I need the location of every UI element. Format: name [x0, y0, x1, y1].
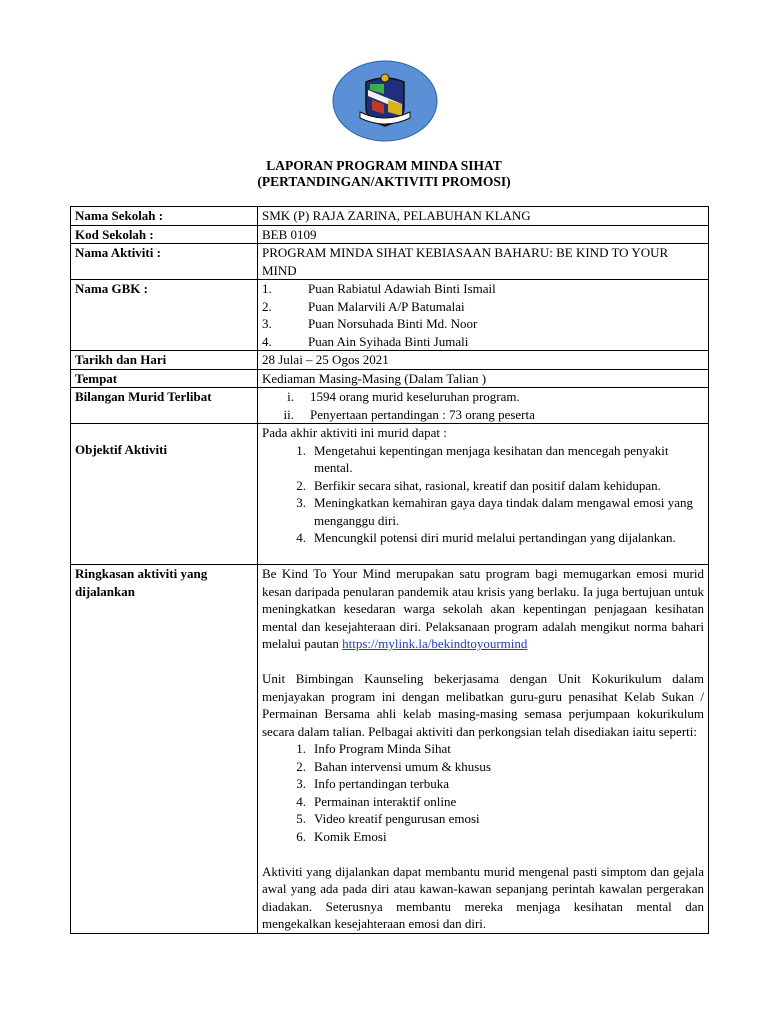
list-item: 3. Meningkatkan kemahiran gaya daya tindak dalam mengawal emosi yang menganggu diri.	[296, 495, 694, 528]
row-kod-sekolah	[71, 225, 709, 244]
list-item: 1. Mengetahui kepentingan menjaga kesihatan dan mencegah penyakit mental.	[296, 442, 669, 475]
value-ringkasan	[258, 565, 709, 934]
row-ringkasan	[71, 565, 709, 934]
label-nama-aktiviti: Nama Aktiviti :	[71, 244, 258, 280]
value-tempat: Kediaman Masing-Masing (Dalam Talian )	[258, 369, 709, 388]
ringkasan-para3: Aktiviti yang dijalankan dapat membantu murid mengenal pasti simptom dan gejala awal yang ada pada diri atau kawan-kawan sepanjang perintah kawalan pergerakan diadakan. Seterusnya membantu mereka menjaga kesihatan mental dan mengekalkan kesejahteraan emosi dan diri.	[262, 863, 704, 931]
list-item: 4. Permainan interaktif online	[296, 793, 457, 809]
value-tarikh: 28 Julai – 25 Ogos 2021	[258, 351, 709, 370]
value-kod-sekolah: BEB 0109	[258, 225, 709, 244]
list-item: i. 1594 orang murid keseluruhan program.	[287, 389, 520, 404]
list-item: 3. Puan Norsuhada Binti Md. Noor	[262, 316, 478, 331]
row-nama-gbk	[71, 280, 709, 351]
label-objektif: Objektif Aktiviti	[71, 424, 258, 565]
list-item: 1. Puan Rabiatul Adawiah Binti Ismail	[262, 281, 496, 296]
row-tempat	[71, 369, 709, 388]
list-item: 4. Puan Ain Syihada Binti Jumali	[262, 333, 469, 349]
list-item: 1. Info Program Minda Sihat	[296, 741, 451, 756]
ringkasan-para1: Be Kind To Your Mind merupakan satu program bagi memugarkan emosi murid kesan daripada penularan pandemik atau krisis yang berlaku. Ia juga bertujuan untuk meningkatkan kesedaran warga sekolah akan kepentingan penjagaan kesihatan mental dan kesejahteraan diri. Pelaksanaan program adalah mengikut norma bahari melalui pautan https://mylink.la/bekindtoyourmind	[262, 566, 704, 651]
list-item: 4. Mencungkil potensi diri murid melalui pertandingan yang dijalankan.	[296, 530, 676, 545]
list-item: 3. Info pertandingan terbuka	[296, 776, 450, 791]
list-item: 2. Puan Malarvili A/P Batumalai	[262, 298, 465, 314]
objektif-intro: Pada akhir aktiviti ini murid dapat :	[262, 425, 447, 440]
ringkasan-para2: Unit Bimbingan Kaunseling bekerjasama dengan Unit Kokurikulum dalam menjayakan program ini dengan melibatkan guru-guru penasihat Kelab Sukan / Permainan Bersama ahli kelab masing-masing semasa perjumpaan kokurikulum secara dalam talian. Pelbagai aktiviti dan perkongsian telah disediakan iaitu seperti:	[262, 671, 704, 739]
value-objektif	[258, 424, 709, 565]
row-nama-sekolah	[71, 207, 709, 226]
label-ringkasan: Ringkasan aktiviti yang dijalankan	[71, 565, 258, 934]
gbk-list	[262, 280, 704, 350]
report-table	[70, 206, 709, 934]
list-item: 2. Berfikir secara sihat, rasional, kreatif dan positif dalam kehidupan.	[296, 477, 661, 493]
ringkasan-list	[262, 740, 704, 845]
value-nama-sekolah: SMK (P) RAJA ZARINA, PELABUHAN KLANG	[258, 207, 709, 226]
report-title-line2: (PERTANDINGAN/AKTIVITI PROMOSI)	[257, 174, 511, 189]
list-item: 5. Video kreatif pengurusan emosi	[296, 811, 480, 826]
label-nama-sekolah: Nama Sekolah :	[71, 207, 258, 226]
school-crest-icon	[332, 60, 438, 142]
row-objektif	[71, 424, 709, 565]
list-item: ii. Penyertaan pertandingan : 73 orang peserta	[283, 406, 535, 422]
label-tarikh: Tarikh dan Hari	[71, 351, 258, 370]
list-item: 6. Komik Emosi	[296, 828, 387, 844]
program-link[interactable]: https://mylink.la/bekindtoyourmind	[342, 636, 528, 651]
row-nama-aktiviti	[71, 244, 709, 280]
bilangan-list	[262, 388, 704, 423]
report-title-line1: LAPORAN PROGRAM MINDA SIHAT	[266, 158, 502, 173]
value-nama-aktiviti: PROGRAM MINDA SIHAT KEBIASAAN BAHARU: BE KIND TO YOUR MIND	[258, 244, 709, 280]
report-title	[0, 158, 768, 190]
label-bilangan: Bilangan Murid Terlibat	[71, 388, 258, 424]
label-kod-sekolah: Kod Sekolah :	[71, 225, 258, 244]
value-bilangan	[258, 388, 709, 424]
list-item: 2. Bahan intervensi umum & khusus	[296, 758, 491, 774]
row-bilangan	[71, 388, 709, 424]
label-nama-gbk: Nama GBK :	[71, 280, 258, 351]
value-nama-gbk	[258, 280, 709, 351]
row-tarikh	[71, 351, 709, 370]
label-tempat: Tempat	[71, 369, 258, 388]
objektif-list	[262, 442, 704, 547]
